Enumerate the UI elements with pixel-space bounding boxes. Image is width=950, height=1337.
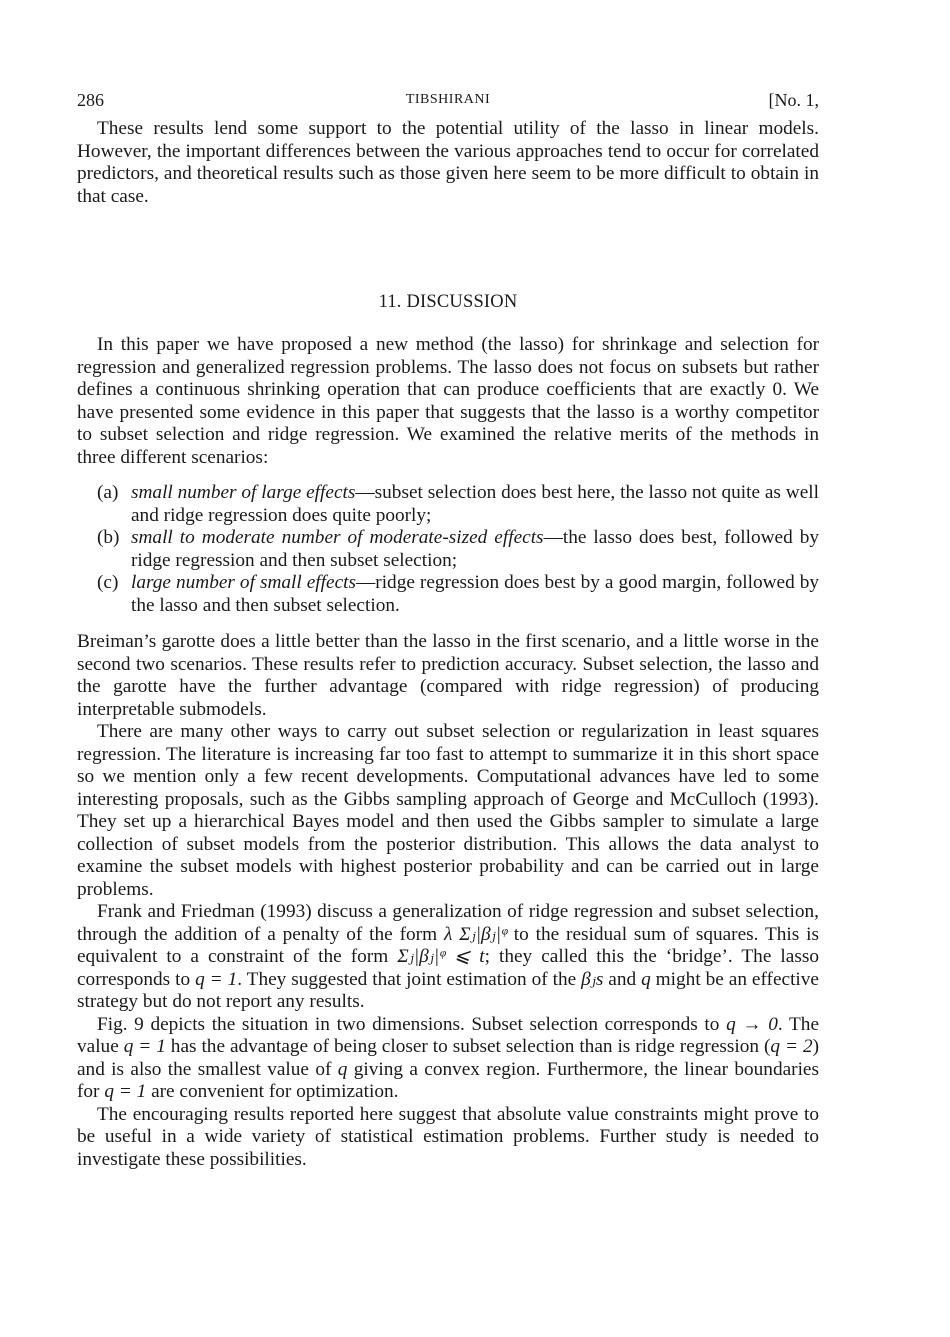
q-equals-1-formula: q = 1 (195, 968, 238, 990)
bridge-text-5: and (603, 968, 642, 990)
bridge-text-1: Frank and Friedman (1993) discuss a generalization of ridge regression and subset selection, through the addition of a penalty of the form (77, 901, 819, 945)
q-symbol: q (641, 968, 651, 990)
scenario-marker: (b) (97, 527, 120, 548)
scenario-item-c (77, 572, 819, 617)
section-heading: 11. DISCUSSION (378, 292, 518, 312)
running-title: TIBSHIRANI (405, 92, 491, 107)
fig-paragraph (77, 1014, 819, 1104)
running-head (77, 90, 819, 118)
scenario-marker: (c) (97, 572, 119, 593)
scenario-list (77, 482, 819, 617)
q-to-zero-formula: q → 0 (726, 1013, 778, 1035)
intro-paragraph: These results lend some support to the potential utility of the lasso in linear models. However, the important differences between the various approaches tend to occur for correlated predictors, and theoretical results such as those given here seem to be more difficult to obtain in that case. (77, 118, 819, 207)
fig-text-3: has the advantage of being closer to subset selection than is ridge regression ( (165, 1036, 771, 1057)
betas-symbol: βⱼs (581, 968, 604, 990)
scenario-text: —the lasso does best, followed by ridge regression and then subset selection; (131, 527, 820, 571)
constraint-formula: Σⱼ|βⱼ|ᵠ ⩽ t (397, 946, 485, 967)
fig-text-6: are convenient for optimization. (146, 1081, 399, 1102)
discussion-intro-paragraph: In this paper we have proposed a new method (the lasso) for shrinkage and selection for regression and generalized regression problems. The lasso does not focus on subsets but rather defines a continuous shrinking operation that can produce coefficients that are exactly 0. We have presented some evidence in this paper that suggests that the lasso is a worthy competitor to subset selection and ridge regression. We examined the relative merits of the methods in three different scenarios: (77, 334, 819, 468)
bridge-text-2: to the residual sum of squares. This is equivalent to a constraint of the form (77, 923, 819, 967)
bridge-text-6: might be an effective strategy but do not report any results. (77, 968, 819, 1012)
fig-text-1: Fig. 9 depicts the situation in two dimensions. Subset selection corresponds to (97, 1013, 727, 1035)
scenario-item-a (77, 482, 819, 527)
gibbs-paragraph: There are many other ways to carry out subset selection or regularization in least squares regression. The literature is increasing far too fast to attempt to summarize it in this short space so we mention only a few recent developments. Computational advances have led to some interesting proposals, such as the Gibbs sampling approach of George and McCulloch (1993). They set up a hierarchical Bayes model and then used the Gibbs sampler to simulate a large collection of subset models from the posterior distribution. This allows the data analyst to examine the subset models with highest posterior probability and can be carried out in large problems. (77, 721, 819, 900)
page-number: 286 (77, 90, 104, 110)
garotte-paragraph: Breiman’s garotte does a little better than the lasso in the first scenario, and a little worse in the second two scenarios. These results refer to prediction accuracy. Subset selection, the lasso and the garotte have the further advantage (compared with ridge regression) of producing interpretable submodels. (77, 631, 819, 720)
fig-text-5: giving a convex region. Furthermore, the linear boundaries for (77, 1058, 819, 1102)
scenario-title: small to moderate number of moderate-sized effects (131, 527, 544, 548)
bridge-paragraph (77, 901, 819, 1014)
q-equals-1-formula: q = 1 (123, 1036, 166, 1057)
scenario-title: large number of small effects (131, 572, 356, 593)
scenario-item-b (77, 527, 819, 572)
q-symbol: q (337, 1058, 348, 1080)
volume-label: [No. 1, (768, 90, 819, 110)
scenario-text: —subset selection does best here, the lasso not quite as well and ridge regression does quite poorly; (131, 482, 819, 526)
penalty-formula: λ Σⱼ|βⱼ|ᵠ (443, 923, 507, 945)
bridge-text-4: . They suggested that joint estimation of the (237, 968, 582, 990)
closing-paragraph: The encouraging results reported here suggest that absolute value constraints might prove to be useful in a wide variety of statistical estimation problems. Further study is needed to investigate these possibilities. (77, 1103, 819, 1170)
scenario-marker: (a) (97, 482, 119, 503)
paper-page (77, 90, 819, 1171)
q-equals-1-formula: q = 1 (104, 1081, 147, 1102)
q-equals-2-formula: q = 2 (770, 1036, 813, 1057)
fig-text-4: ) and is also the smallest value of (77, 1036, 820, 1080)
bridge-text-3: ; they called this the ‘bridge’. The lasso corresponds to (77, 946, 819, 990)
scenario-title: small number of large effects (131, 482, 356, 503)
fig-text-2: . The value (77, 1013, 820, 1057)
scenario-text: —ridge regression does best by a good margin, followed by the lasso and then subset selection. (131, 572, 820, 616)
